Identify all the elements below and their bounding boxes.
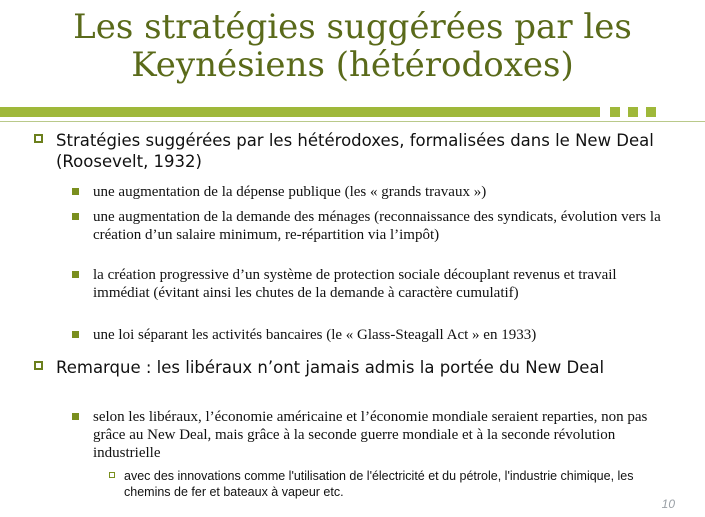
- bullet-filled-square-icon: [72, 413, 79, 420]
- bullet-filled-square-icon: [72, 188, 79, 195]
- sub-bullet: une augmentation de la demande des ménages (reconnaissance des syndicats, évolution vers la création d’un salaire minimum, re-répartition via l’impôt): [93, 208, 673, 244]
- sub-sub-bullet: avec des innovations comme l'utilisation de l'électricité et du pétrole, l'industrie chimique, les chemins de fer et bateaux à vapeur etc.: [124, 468, 674, 500]
- bullet-square-icon: [34, 361, 43, 370]
- rule-square: [610, 107, 620, 117]
- title-line-1: Les stratégies suggérées par les: [73, 7, 632, 47]
- bullet-square-icon: [34, 134, 43, 143]
- sub-bullet: une augmentation de la dépense publique (les « grands travaux »): [93, 183, 673, 201]
- page-number: 10: [661, 497, 675, 511]
- title-line-2: Keynésiens (hétérodoxes): [131, 45, 574, 85]
- sub-bullet: la création progressive d’un système de protection sociale découplant revenus et travail immédiat (évitant ainsi les chutes de la demande à caractère cumulatif): [93, 266, 673, 302]
- bullet-filled-square-icon: [72, 271, 79, 278]
- bullet-filled-square-icon: [72, 331, 79, 338]
- bullet-point-2: Remarque : les libéraux n’ont jamais admis la portée du New Deal: [56, 357, 656, 378]
- bullet-outline-square-icon: [109, 472, 115, 478]
- rule-line: [0, 121, 705, 122]
- title-rule: [0, 107, 600, 117]
- rule-square: [628, 107, 638, 117]
- bullet-filled-square-icon: [72, 213, 79, 220]
- rule-square: [646, 107, 656, 117]
- slide-title: [0, 8, 705, 84]
- sub-bullet: selon les libéraux, l’économie américaine et l’économie mondiale seraient reparties, non pas grâce au New Deal, mais grâce à la seconde guerre mondiale et à la seconde révolution industrielle: [93, 408, 673, 462]
- sub-bullet: une loi séparant les activités bancaires (le « Glass-Steagall Act » en 1933): [93, 326, 673, 344]
- bullet-point-1: Stratégies suggérées par les hétérodoxes, formalisées dans le New Deal (Roosevelt, 1932): [56, 130, 656, 172]
